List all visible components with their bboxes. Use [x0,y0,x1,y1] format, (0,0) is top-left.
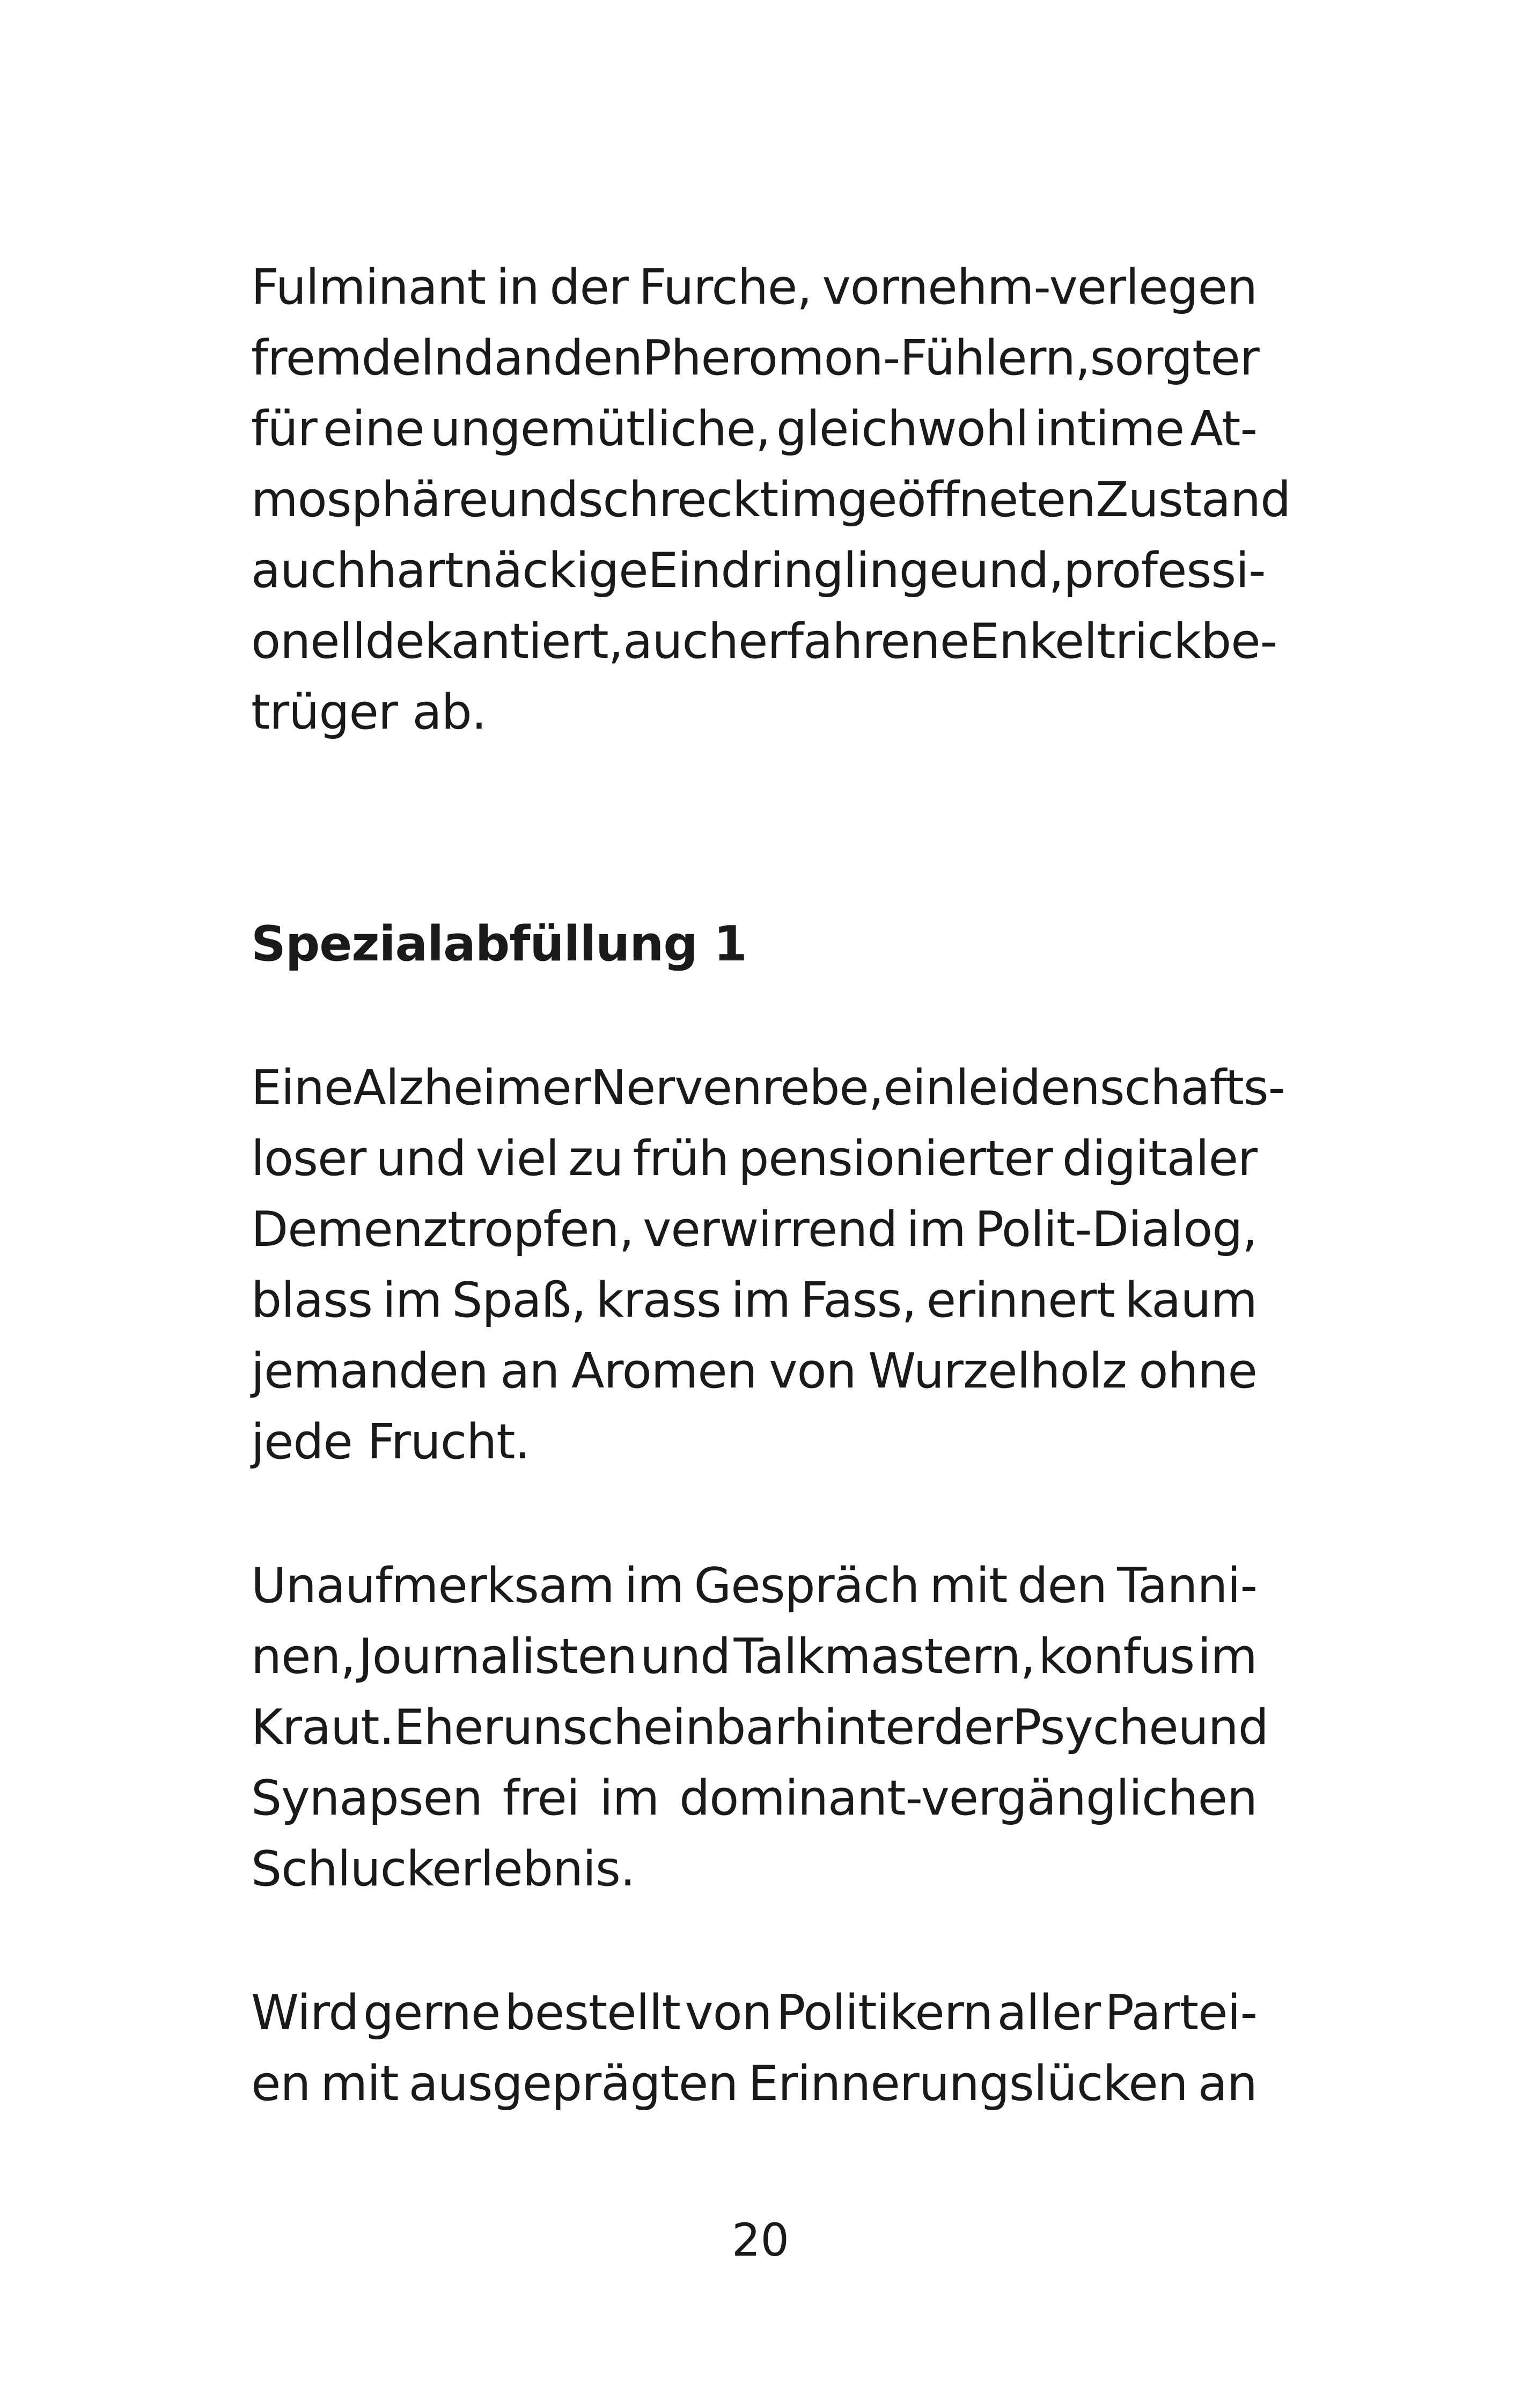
word: Demenztropfen, [251,1201,634,1258]
text-line: jede Frucht. [251,1414,530,1470]
word: verwirrend [643,1201,898,1258]
word: kaum [1125,1272,1257,1328]
word: im [382,1272,442,1328]
section-paragraph-3 [251,1978,1257,2119]
section-paragraph-1 [251,1053,1285,1478]
word: an [494,330,553,386]
word: aller [997,1985,1101,2041]
word: Unaufmerksam [251,1558,614,1614]
text-line [251,1053,1285,1124]
intro-paragraph [251,252,1291,748]
word: unscheinbar [502,1699,794,1756]
text-line [251,1763,1257,1834]
word: früh [633,1130,729,1187]
text-line [251,1336,1257,1407]
word: pensionierter [738,1130,1053,1187]
word: blass [251,1272,373,1328]
word: Pheromon-Fühlern, [642,330,1090,386]
word: hinter [793,1699,934,1756]
text-line [251,1692,1268,1763]
word: ein [883,1060,956,1116]
word: sorgt [1090,330,1211,386]
word: Talkmastern, [733,1628,1035,1685]
word: Fass, [800,1272,916,1328]
word: digitaler [1062,1130,1257,1187]
word: krass [596,1272,721,1328]
word: Spaß, [452,1272,586,1328]
word: Kraut. [251,1699,394,1756]
word: At- [1190,401,1257,457]
text-line: Schluckerlebnis. [251,1841,635,1897]
word: Politikern [776,1985,993,2041]
word: professi- [1063,542,1266,599]
word: Eindringlinge [648,542,959,599]
word: und [1178,1699,1268,1756]
word: von [769,1343,856,1399]
word: dekantiert, [365,613,623,670]
text-line [251,1265,1257,1336]
page-number: 20 [732,2214,789,2266]
word: Tanni- [1117,1558,1257,1614]
word: onell [251,613,365,670]
word: an [1197,2055,1257,2112]
text-line [251,1551,1257,1621]
word: leidenschafts- [955,1060,1285,1116]
word: der [549,259,628,315]
word: Enkeltrickbe- [969,613,1277,670]
text-line [251,535,1266,606]
word: auch [251,542,366,599]
word: ausgeprägten [408,2055,738,2112]
word: nen, [251,1628,356,1685]
word: Erinnerungslücken [748,2055,1188,2112]
word: dominant-vergänglichen [679,1770,1257,1826]
word: Fulminant [251,259,486,315]
word: der [934,1699,1012,1756]
word: Synapsen [251,1770,483,1826]
word: im [778,472,837,528]
word: in [496,259,539,315]
word: mit [929,1558,1008,1614]
text-line [251,1978,1257,2049]
word: und [376,1130,466,1187]
word: mosphäre [251,472,488,528]
text-line [251,465,1291,535]
word: Aromen [571,1343,757,1399]
word: den [553,330,643,386]
word: bestellt [504,1985,680,2041]
word: konfus [1038,1628,1195,1685]
word: er [1210,330,1259,386]
word: im [624,1558,684,1614]
text-line [251,323,1257,394]
text-line [251,252,1257,323]
word: an [500,1343,560,1399]
section-heading: Spezialabfüllung 1 [251,916,747,972]
word: und [640,1628,731,1685]
text-line [251,1621,1257,1692]
word: zu [568,1130,623,1187]
word: Furche, [638,259,812,315]
word: Psyche [1012,1699,1178,1756]
word: den [1017,1558,1107,1614]
word: und [488,472,578,528]
word: Alzheimer [353,1060,591,1116]
word: und, [958,542,1064,599]
word: ohne [1138,1343,1257,1399]
word: erfahrene [738,613,969,670]
word: Wird [251,1985,359,2041]
word: gleichwohl [776,401,1028,457]
word: Eine [251,1060,354,1116]
word: mit [320,2055,399,2112]
word: Zustand [1096,472,1291,528]
section-paragraph-2 [251,1551,1268,1905]
word: geöffneten [837,472,1096,528]
word: Nervenrebe, [590,1060,884,1116]
word: Partei- [1105,1985,1257,2041]
text-line [251,2049,1257,2119]
word: viel [475,1130,559,1187]
word: im [599,1770,659,1826]
word: Gespräch [694,1558,920,1614]
word: im [1197,1628,1257,1685]
word: Journalisten [358,1628,637,1685]
text-line [251,1194,1257,1265]
word: loser [251,1130,366,1187]
word: frei [502,1770,579,1826]
word: im [906,1201,966,1258]
word: en [251,2055,311,2112]
word: erinnert [926,1272,1115,1328]
word: intime [1034,401,1185,457]
word: ungemütliche, [430,401,770,457]
word: Polit-Dialog, [974,1201,1257,1258]
word: für [251,401,317,457]
word: gerne [363,1985,501,2041]
word: fremdelnd [251,330,494,386]
word: Eher [394,1699,503,1756]
word: Wurzelholz [868,1343,1127,1399]
page-body [251,252,1291,2119]
text-line [251,1124,1257,1194]
text-line [251,606,1277,677]
word: hartnäckige [366,542,648,599]
word: jemanden [251,1343,488,1399]
text-line: trüger ab. [251,684,487,740]
word: vornehm-verlegen [822,259,1257,315]
word: schreckt [578,472,778,528]
text-line [251,394,1257,465]
word: von [685,1985,772,2041]
word: im [731,1272,791,1328]
word: auch [623,613,739,670]
word: eine [322,401,424,457]
